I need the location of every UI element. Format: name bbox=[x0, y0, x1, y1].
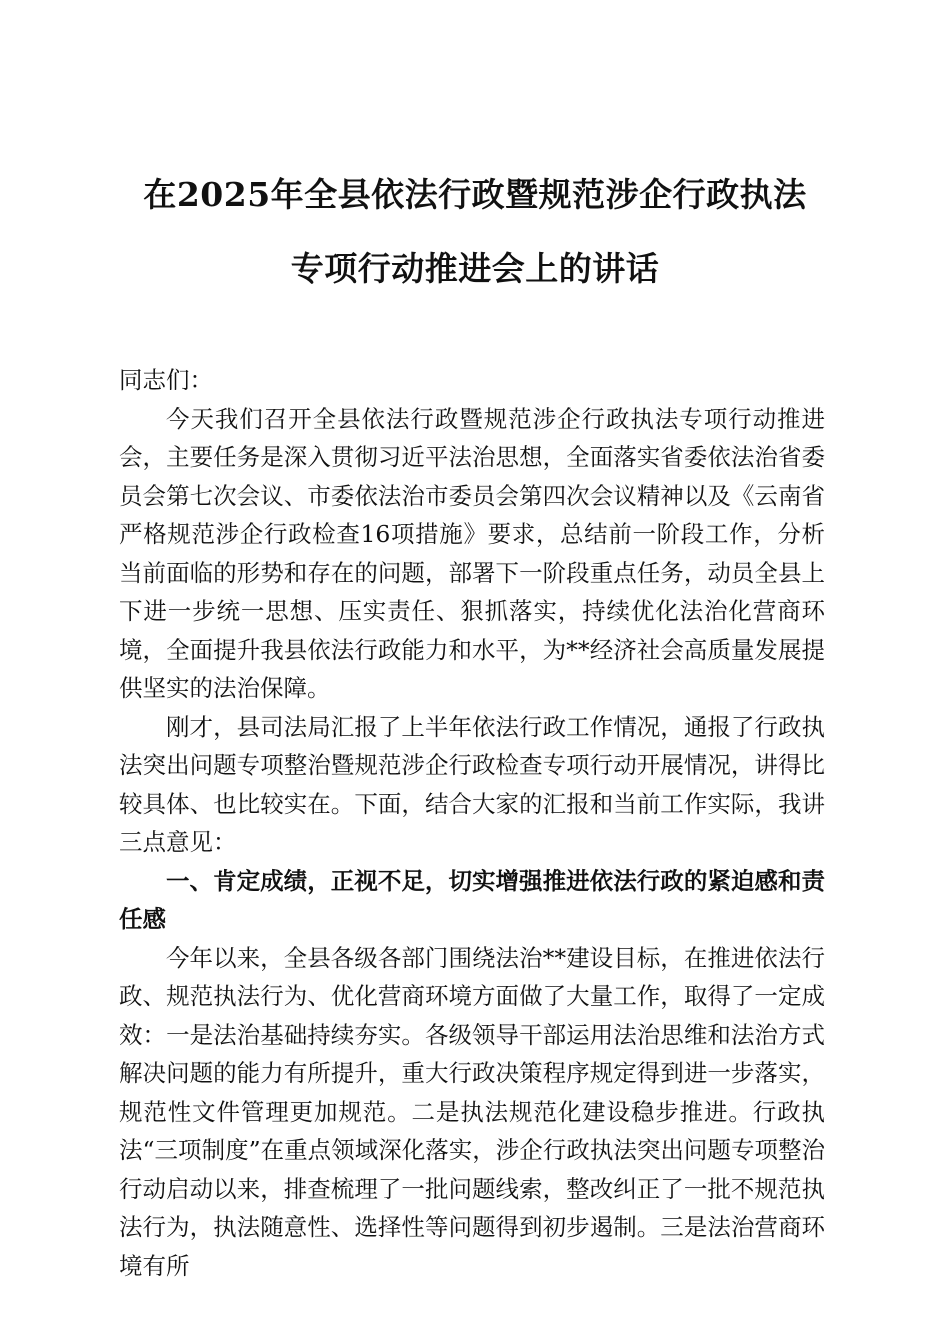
title-line-2: 专项行动推进会上的讲话 bbox=[290, 249, 660, 288]
salutation: 同志们： bbox=[119, 366, 213, 394]
paragraph-2: 刚才，县司法局汇报了上半年依法行政工作情况，通报了行政执法突出问题专项整治暨规范涉企行政检查专项行动开展情况，讲得比较具体、也比较实在。下面，结合大家的汇报和当前工作实际，我讲三点意见： bbox=[119, 712, 825, 856]
paragraph-1: 今天我们召开全县依法行政暨规范涉企行政执法专项行动推进会，主要任务是深入贯彻习近平法治思想，全面落实省委依法治省委员会第七次会议、市委依法治市委员会第四次会议精神以及《云南省严格规范涉企行政检查16项措施》要求，总结前一阶段工作，分析当前面临的形势和存在的问题，部署下一阶段重点任务，动员全县上下进一步统一思想、压实责任、狠抓落实，持续优化法治化营商环境，全面提升我县依法行政能力和水平，为**经济社会高质量发展提供坚实的法治保障。 bbox=[119, 404, 825, 702]
document-body bbox=[119, 361, 825, 1285]
paragraph-3: 今年以来，全县各级各部门围绕法治**建设目标，在推进依法行政、规范执法行为、优化营商环境方面做了大量工作，取得了一定成效：一是法治基础持续夯实。各级领导干部运用法治思维和法治方式解决问题的能力有所提升，重大行政决策程序规定得到进一步落实，规范性文件管理更加规范。二是执法规范化建设稳步推进。行政执法“三项制度”在重点领域深化落实，涉企行政执法突出问题专项整治行动启动以来，排查梳理了一批问题线索，整改纠正了一批不规范执法行为，执法随意性、选择性等问题得到初步遏制。三是法治营商环境有所 bbox=[119, 943, 825, 1280]
title-line-1: 在2025年全县依法行政暨规范涉企行政执法 bbox=[143, 175, 807, 214]
document-title bbox=[110, 170, 840, 294]
section-heading-1: 一、肯定成绩，正视不足，切实增强推进依法行政的紧迫感和责任感 bbox=[119, 866, 825, 933]
